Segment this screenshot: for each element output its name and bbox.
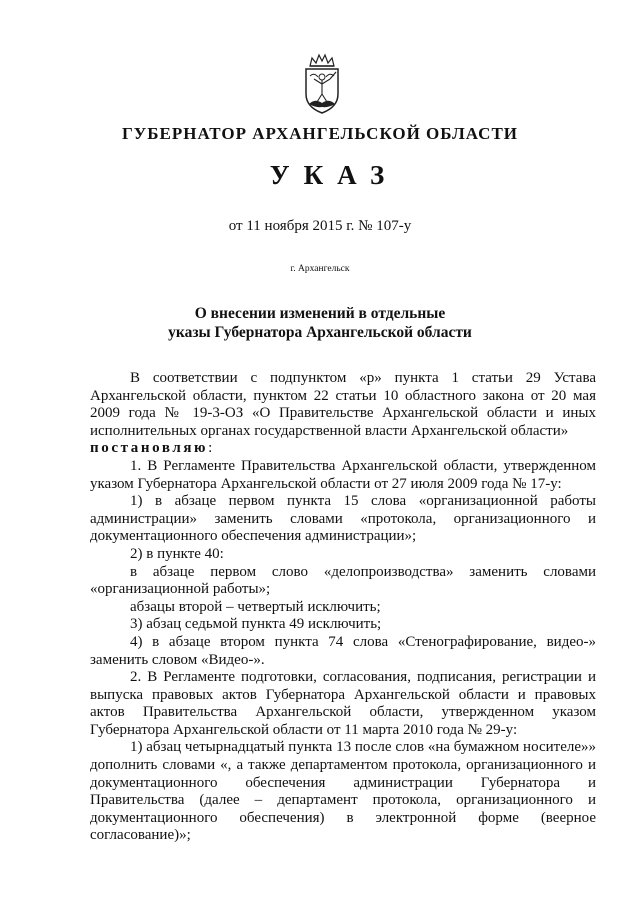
- decree-line: [90, 440, 596, 458]
- document-date-number: от 11 ноября 2015 г. № 107-у: [228, 218, 412, 234]
- body-paragraph: 1. В Регламенте Правительства Архангельской области, утвержденном указом Губернатора Архангельской области от 27 июля 2009 года № 17-у:: [90, 457, 596, 492]
- document-type: УКАЗ: [269, 160, 399, 190]
- preamble-paragraph: В соответствии с подпунктом «р» пункта 1 статьи 29 Устава Архангельской области, пунктом 22 статьи 10 областного закона от 20 мая 2009 года № 19-3-ОЗ «О Правительстве Архангельской области и иных исполнительных органах государственной власти Архангельской области»: [90, 370, 596, 439]
- title-line: указы Губернатора Архангельской области: [168, 324, 472, 341]
- body-paragraph: абзацы второй – четвертый исключить;: [130, 598, 381, 615]
- body-paragraph: 3) абзац седьмой пункта 49 исключить;: [130, 616, 382, 633]
- body-paragraph: 4) в абзаце втором пункта 74 слова «Стенографирование, видео-» заменить словом «Видео-».: [90, 633, 596, 668]
- coat-of-arms-icon: [300, 52, 344, 116]
- body-paragraph: в абзаце первом слово «делопроизводства» заменить словами «организационной работы»;: [90, 563, 596, 598]
- title-line: О внесении изменений в отдельные: [194, 305, 446, 322]
- decree-colon: :: [208, 440, 213, 457]
- document-title: [0, 304, 640, 342]
- place-of-issue: г. Архангельск: [290, 264, 350, 274]
- document-body: [90, 370, 596, 845]
- decree-word: постановляю: [90, 440, 209, 457]
- body-paragraph: 1) в абзаце первом пункта 15 слова «организационной работы администрации» заменить словами «протокола, организационного и документационного обеспечения администрации»;: [90, 493, 596, 545]
- body-paragraph: 2) в пункте 40:: [130, 545, 224, 562]
- issuer-heading: ГУБЕРНАТОР АРХАНГЕЛЬСКОЙ ОБЛАСТИ: [121, 124, 519, 143]
- body-paragraph: 1) абзац четырнадцатый пункта 13 после слов «на бумажном носителе»» дополнить словами «, а также департаментом протокола, организационного и документационного обеспечения администрации Губернатора и Правительства (далее – департамент протокола, организационного и документационного обеспечения) в электронной форме (веерное согласование)»;: [90, 739, 596, 844]
- body-paragraph: 2. В Регламенте подготовки, согласования, подписания, регистрации и выпуска правовых актов Губернатора Архангельской области и правовых актов Правительства Архангельской области, утвержденном указом Губернатора Архангельской области от 11 марта 2010 года № 29-у:: [90, 669, 596, 738]
